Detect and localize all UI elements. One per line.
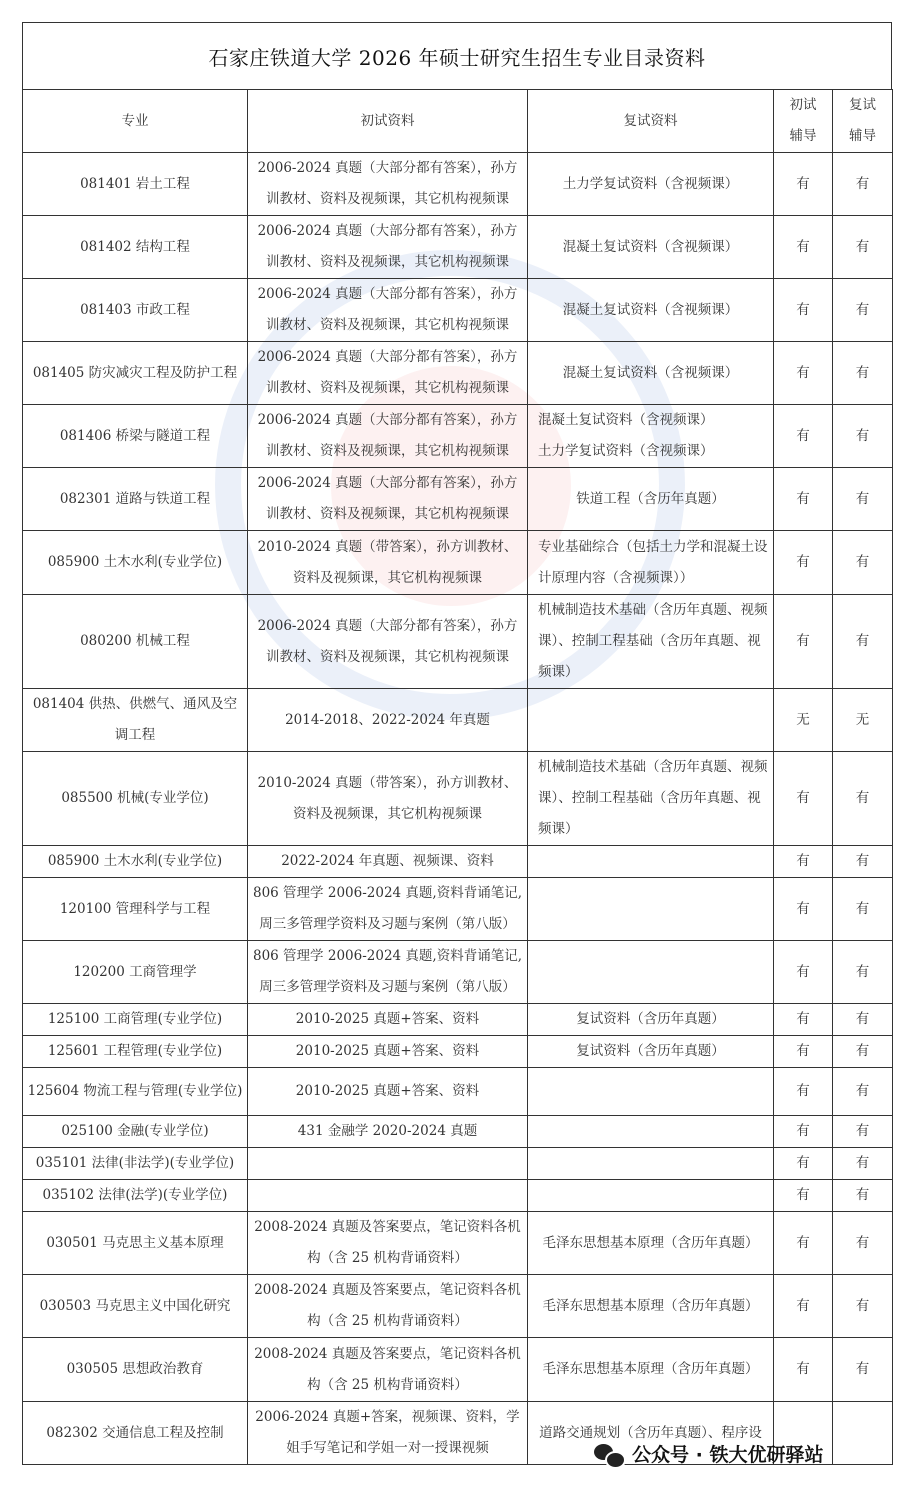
cell-retest-tutoring: 有 [833, 1116, 893, 1148]
cell-retest-tutoring: 有 [833, 846, 893, 878]
cell-retest-materials: 混凝土复试资料（含视频课） [528, 216, 774, 279]
table-row [23, 531, 893, 595]
cell-retest-materials: 混凝土复试资料（含视频课） 土力学复试资料（含视频课） [528, 405, 774, 468]
cell-retest-tutoring: 有 [833, 1068, 893, 1116]
cell-retest-materials: 毛泽东思想基本原理（含历年真题） [528, 1275, 774, 1338]
cell-retest-materials: 专业基础综合（包括土力学和混凝土设计原理内容（含视频课）） [528, 531, 774, 595]
table-row [23, 689, 893, 752]
cell-retest-tutoring: 有 [833, 752, 893, 846]
cell-initial-tutoring: 有 [774, 1275, 833, 1338]
cell-retest-tutoring: 有 [833, 342, 893, 405]
cell-retest-materials [528, 1180, 774, 1212]
table-row [23, 941, 893, 1004]
cell-major: 082302 交通信息工程及控制 [23, 1402, 248, 1465]
cell-retest-materials [528, 689, 774, 752]
header-retest-materials: 复试资料 [528, 90, 774, 153]
header-initial-tutoring-line2: 辅导 [789, 128, 817, 144]
cell-initial-materials: 2006-2024 真题（大部分都有答案），孙方训教材、资料及视频课，其它机构视频课 [248, 595, 528, 689]
cell-initial-materials: 2010-2024 真题（带答案），孙方训教材、资料及视频课，其它机构视频课 [248, 752, 528, 846]
cell-retest-materials: 土力学复试资料（含视频课） [528, 153, 774, 216]
cell-retest-materials: 复试资料（含历年真题） [528, 1004, 774, 1036]
cell-major: 085500 机械(专业学位) [23, 752, 248, 846]
table-row [23, 1338, 893, 1402]
cell-major: 125100 工商管理(专业学位) [23, 1004, 248, 1036]
cell-initial-tutoring: 有 [774, 531, 833, 595]
cell-initial-materials [248, 1180, 528, 1212]
table-row [23, 153, 893, 216]
cell-initial-tutoring: 有 [774, 595, 833, 689]
header-retest-tutoring-line1: 复试 [849, 97, 876, 113]
cell-retest-materials: 机械制造技术基础（含历年真题、视频课）、控制工程基础（含历年真题、视频课） [528, 752, 774, 846]
catalog-document [22, 22, 892, 1465]
cell-retest-materials [528, 941, 774, 1004]
cell-initial-materials: 2010-2024 真题（带答案），孙方训教材、资料及视频课，其它机构视频课 [248, 531, 528, 595]
cell-major: 081404 供热、供燃气、通风及空调工程 [23, 689, 248, 752]
header-initial-tutoring [774, 90, 833, 153]
cell-retest-tutoring: 无 [833, 689, 893, 752]
table-row [23, 1148, 893, 1180]
table-row [23, 279, 893, 342]
wechat-brand [594, 1440, 823, 1467]
cell-initial-materials: 2008-2024 真题及答案要点，笔记资料各机构（含 25 机构背诵资料） [248, 1212, 528, 1275]
table-row [23, 342, 893, 405]
cell-major: 081401 岩土工程 [23, 153, 248, 216]
cell-initial-tutoring: 无 [774, 689, 833, 752]
cell-major: 120200 工商管理学 [23, 941, 248, 1004]
cell-initial-tutoring: 有 [774, 342, 833, 405]
cell-initial-tutoring: 有 [774, 1180, 833, 1212]
cell-retest-materials: 混凝土复试资料（含视频课） [528, 342, 774, 405]
cell-initial-tutoring: 有 [774, 941, 833, 1004]
cell-major: 081406 桥梁与隧道工程 [23, 405, 248, 468]
cell-major: 081403 市政工程 [23, 279, 248, 342]
cell-retest-tutoring: 有 [833, 1148, 893, 1180]
cell-initial-tutoring: 有 [774, 1338, 833, 1402]
cell-initial-materials: 2006-2024 真题（大部分都有答案），孙方训教材、资料及视频课，其它机构视频课 [248, 405, 528, 468]
cell-initial-materials: 2008-2024 真题及答案要点，笔记资料各机构（含 25 机构背诵资料） [248, 1338, 528, 1402]
table-row [23, 1068, 893, 1116]
cell-retest-tutoring: 有 [833, 1275, 893, 1338]
wechat-icon [594, 1442, 624, 1466]
cell-initial-materials: 2006-2024 真题（大部分都有答案），孙方训教材、资料及视频课，其它机构视频课 [248, 153, 528, 216]
catalog-table [22, 89, 893, 1465]
page-title: 石家庄铁道大学 2026 年硕士研究生招生专业目录资料 [22, 22, 892, 89]
cell-major: 080200 机械工程 [23, 595, 248, 689]
cell-retest-tutoring: 有 [833, 941, 893, 1004]
cell-major: 082301 道路与铁道工程 [23, 468, 248, 531]
cell-retest-tutoring: 有 [833, 153, 893, 216]
cell-retest-tutoring: 有 [833, 1004, 893, 1036]
cell-initial-materials: 2010-2025 真题+答案、资料 [248, 1004, 528, 1036]
cell-major: 030501 马克思主义基本原理 [23, 1212, 248, 1275]
cell-retest-tutoring: 有 [833, 279, 893, 342]
cell-retest-materials [528, 878, 774, 941]
cell-initial-materials [248, 1148, 528, 1180]
cell-initial-materials: 2022-2024 年真题、视频课、资料 [248, 846, 528, 878]
cell-initial-materials: 2006-2024 真题（大部分都有答案），孙方训教材、资料及视频课，其它机构视频课 [248, 216, 528, 279]
cell-initial-tutoring: 有 [774, 846, 833, 878]
cell-initial-materials: 806 管理学 2006-2024 真题,资料背诵笔记,周三多管理学资料及习题与案例（第八版） [248, 878, 528, 941]
table-row [23, 1212, 893, 1275]
cell-retest-tutoring: 有 [833, 468, 893, 531]
table-row [23, 1036, 893, 1068]
cell-retest-materials: 道路交通规划（含历年真题）、程序设 [528, 1402, 774, 1465]
cell-major: 035101 法律(非法学)(专业学位) [23, 1148, 248, 1180]
cell-major: 025100 金融(专业学位) [23, 1116, 248, 1148]
table-row [23, 752, 893, 846]
cell-initial-tutoring: 有 [774, 405, 833, 468]
cell-major: 085900 土木水利(专业学位) [23, 531, 248, 595]
cell-initial-materials: 2014-2018、2022-2024 年真题 [248, 689, 528, 752]
cell-retest-tutoring: 有 [833, 595, 893, 689]
cell-retest-materials [528, 1148, 774, 1180]
cell-initial-tutoring: 有 [774, 1116, 833, 1148]
cell-retest-materials: 毛泽东思想基本原理（含历年真题） [528, 1212, 774, 1275]
cell-initial-materials: 2010-2025 真题+答案、资料 [248, 1036, 528, 1068]
cell-initial-tutoring: 有 [774, 878, 833, 941]
table-row [23, 878, 893, 941]
cell-retest-tutoring: 有 [833, 1212, 893, 1275]
cell-major: 125601 工程管理(专业学位) [23, 1036, 248, 1068]
cell-retest-materials [528, 1116, 774, 1148]
header-retest-tutoring [833, 90, 893, 153]
table-row [23, 1275, 893, 1338]
cell-major: 030505 思想政治教育 [23, 1338, 248, 1402]
cell-initial-tutoring: 有 [774, 1036, 833, 1068]
cell-retest-tutoring: 有 [833, 405, 893, 468]
table-row [23, 846, 893, 878]
cell-initial-tutoring: 有 [774, 1068, 833, 1116]
table-row [23, 405, 893, 468]
cell-initial-materials: 2006-2024 真题（大部分都有答案），孙方训教材、资料及视频课，其它机构视频课 [248, 468, 528, 531]
header-major: 专业 [23, 90, 248, 153]
cell-initial-materials: 431 金融学 2020-2024 真题 [248, 1116, 528, 1148]
cell-initial-tutoring: 有 [774, 1148, 833, 1180]
cell-initial-tutoring: 有 [774, 752, 833, 846]
cell-major: 035102 法律(法学)(专业学位) [23, 1180, 248, 1212]
cell-retest-tutoring: 有 [833, 878, 893, 941]
cell-initial-tutoring: 有 [774, 1212, 833, 1275]
cell-major: 081405 防灾减灾工程及防护工程 [23, 342, 248, 405]
cell-initial-tutoring: 有 [774, 468, 833, 531]
header-initial-materials: 初试资料 [248, 90, 528, 153]
cell-retest-materials: 混凝土复试资料（含视频课） [528, 279, 774, 342]
table-row [23, 1004, 893, 1036]
cell-major: 120100 管理科学与工程 [23, 878, 248, 941]
cell-retest-materials: 毛泽东思想基本原理（含历年真题） [528, 1338, 774, 1402]
table-row [23, 1116, 893, 1148]
cell-initial-materials: 2010-2025 真题+答案、资料 [248, 1068, 528, 1116]
cell-initial-materials: 2006-2024 真题（大部分都有答案），孙方训教材、资料及视频课，其它机构视频课 [248, 342, 528, 405]
cell-retest-materials [528, 846, 774, 878]
cell-retest-tutoring: 有 [833, 216, 893, 279]
cell-initial-materials: 806 管理学 2006-2024 真题,资料背诵笔记,周三多管理学资料及习题与案例（第八版） [248, 941, 528, 1004]
cell-initial-tutoring: 有 [774, 1004, 833, 1036]
cell-retest-tutoring: 有 [833, 1338, 893, 1402]
cell-retest-materials: 复试资料（含历年真题） [528, 1036, 774, 1068]
header-initial-tutoring-line1: 初试 [789, 97, 817, 113]
cell-retest-tutoring [833, 1402, 893, 1465]
cell-retest-materials: 铁道工程（含历年真题） [528, 468, 774, 531]
cell-retest-materials: 机械制造技术基础（含历年真题、视频课）、控制工程基础（含历年真题、视频课） [528, 595, 774, 689]
cell-initial-tutoring: 有 [774, 153, 833, 216]
table-row [23, 595, 893, 689]
cell-major: 081402 结构工程 [23, 216, 248, 279]
wechat-brand-label: 公众号 · 铁大优研驿站 [632, 1444, 824, 1466]
cell-initial-tutoring: 有 [774, 216, 833, 279]
table-row [23, 468, 893, 531]
cell-retest-tutoring: 有 [833, 1036, 893, 1068]
cell-retest-tutoring: 有 [833, 531, 893, 595]
cell-retest-materials [528, 1068, 774, 1116]
cell-major: 030503 马克思主义中国化研究 [23, 1275, 248, 1338]
cell-retest-tutoring: 有 [833, 1180, 893, 1212]
table-row [23, 216, 893, 279]
header-retest-tutoring-line2: 辅导 [849, 128, 876, 144]
table-row [23, 1180, 893, 1212]
cell-major: 125604 物流工程与管理(专业学位) [23, 1068, 248, 1116]
cell-major: 085900 土木水利(专业学位) [23, 846, 248, 878]
cell-initial-materials: 2008-2024 真题及答案要点，笔记资料各机构（含 25 机构背诵资料） [248, 1275, 528, 1338]
cell-initial-materials: 2006-2024 真题+答案，视频课、资料，学姐手写笔记和学姐一对一授课视频 [248, 1402, 528, 1465]
cell-initial-tutoring: 有 [774, 279, 833, 342]
header-row [23, 90, 893, 153]
cell-initial-materials: 2006-2024 真题（大部分都有答案），孙方训教材、资料及视频课，其它机构视频课 [248, 279, 528, 342]
